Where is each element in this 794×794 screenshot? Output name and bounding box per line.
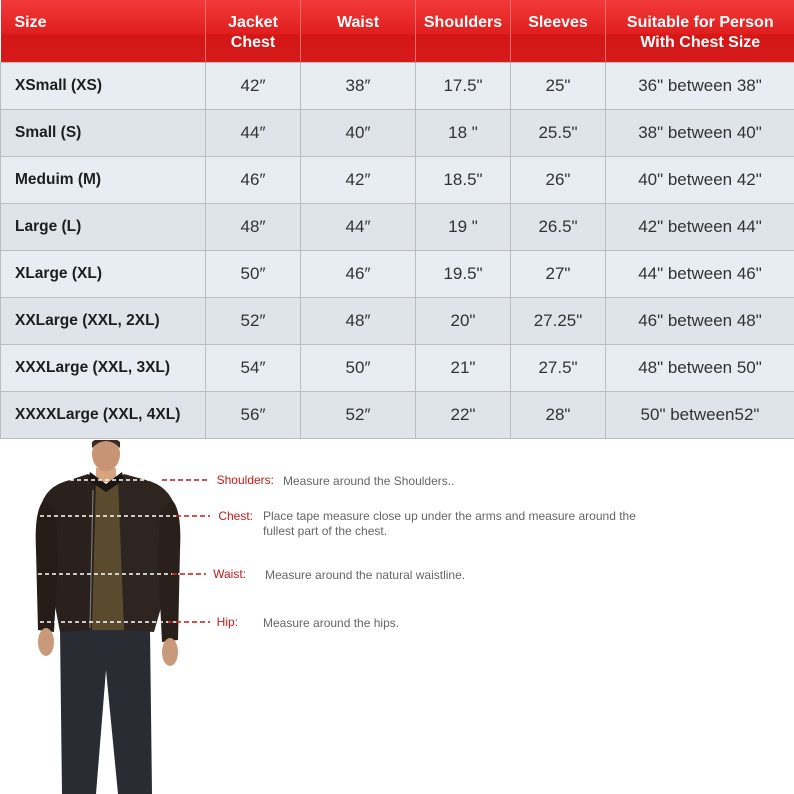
header-size: Size bbox=[1, 0, 206, 63]
left-sleeve-shape bbox=[36, 500, 58, 632]
cell-sleeves: 27" bbox=[511, 251, 606, 298]
table-row bbox=[1, 345, 794, 392]
cell-sleeves: 26" bbox=[511, 157, 606, 204]
cell-jacket-chest: 52″ bbox=[206, 298, 301, 345]
cell-size: Meduim (M) bbox=[1, 157, 206, 204]
table-header-row bbox=[1, 0, 794, 63]
cell-sleeves: 27.5" bbox=[511, 345, 606, 392]
cell-waist: 44″ bbox=[301, 204, 416, 251]
cell-jacket-chest: 46″ bbox=[206, 157, 301, 204]
cell-waist: 46″ bbox=[301, 251, 416, 298]
cell-chest-range: 50" between52" bbox=[606, 392, 794, 439]
waist-label: Waist: bbox=[213, 567, 246, 581]
table-row bbox=[1, 392, 794, 439]
cell-waist: 42″ bbox=[301, 157, 416, 204]
cell-sleeves: 28" bbox=[511, 392, 606, 439]
trousers-shape bbox=[60, 630, 152, 794]
head-shape bbox=[92, 440, 120, 471]
cell-chest-range: 42" between 44" bbox=[606, 204, 794, 251]
cell-size: Small (S) bbox=[1, 110, 206, 157]
cell-shoulders: 22" bbox=[416, 392, 511, 439]
cell-chest-range: 36" between 38" bbox=[606, 63, 794, 110]
cell-chest-range: 44" between 46" bbox=[606, 251, 794, 298]
cell-shoulders: 18 " bbox=[416, 110, 511, 157]
header-sleeves: Sleeves bbox=[511, 0, 606, 63]
cell-waist: 52″ bbox=[301, 392, 416, 439]
table-row bbox=[1, 157, 794, 204]
hip-description: Measure around the hips. bbox=[263, 616, 400, 630]
cell-shoulders: 21" bbox=[416, 345, 511, 392]
header-suitable-chest-size: Suitable for Person With Chest Size bbox=[606, 0, 794, 63]
cell-waist: 38″ bbox=[301, 63, 416, 110]
cell-chest-range: 38" between 40" bbox=[606, 110, 794, 157]
left-hand-shape bbox=[38, 628, 54, 656]
cell-jacket-chest: 56″ bbox=[206, 392, 301, 439]
cell-shoulders: 18.5" bbox=[416, 157, 511, 204]
cell-chest-range: 40" between 42" bbox=[606, 157, 794, 204]
right-hand-shape bbox=[162, 638, 178, 666]
chest-label: Chest: bbox=[218, 509, 253, 523]
cell-chest-range: 46" between 48" bbox=[606, 298, 794, 345]
cell-size: XLarge (XL) bbox=[1, 251, 206, 298]
cell-shoulders: 17.5" bbox=[416, 63, 511, 110]
cell-shoulders: 20" bbox=[416, 298, 511, 345]
cell-jacket-chest: 54″ bbox=[206, 345, 301, 392]
cell-jacket-chest: 42″ bbox=[206, 63, 301, 110]
measurement-guide bbox=[0, 440, 794, 794]
table-row bbox=[1, 204, 794, 251]
header-waist: Waist bbox=[301, 0, 416, 63]
waist-description: Measure around the natural waistline. bbox=[265, 568, 466, 582]
chest-description: Place tape measure close up under the arms and measure around the fullest part of the chest. bbox=[263, 509, 636, 538]
table-row bbox=[1, 251, 794, 298]
shoulders-label: Shoulders: bbox=[216, 473, 274, 487]
cell-sleeves: 25.5" bbox=[511, 110, 606, 157]
cell-waist: 40″ bbox=[301, 110, 416, 157]
cell-sleeves: 25" bbox=[511, 63, 606, 110]
cell-size: XXLarge (XXL, 2XL) bbox=[1, 298, 206, 345]
cell-sleeves: 26.5" bbox=[511, 204, 606, 251]
shoulders-description: Measure around the Shoulders.. bbox=[283, 474, 455, 488]
table-body bbox=[1, 63, 794, 439]
cell-size: Large (L) bbox=[1, 204, 206, 251]
table-row bbox=[1, 63, 794, 110]
cell-jacket-chest: 50″ bbox=[206, 251, 301, 298]
cell-shoulders: 19 " bbox=[416, 204, 511, 251]
cell-chest-range: 48" between 50" bbox=[606, 345, 794, 392]
table-row bbox=[1, 298, 794, 345]
cell-jacket-chest: 48″ bbox=[206, 204, 301, 251]
hip-label: Hip: bbox=[216, 615, 238, 629]
cell-size: XSmall (XS) bbox=[1, 63, 206, 110]
right-sleeve-shape bbox=[158, 500, 180, 642]
cell-waist: 48″ bbox=[301, 298, 416, 345]
cell-sleeves: 27.25" bbox=[511, 298, 606, 345]
cell-size: XXXXLarge (XXL, 4XL) bbox=[1, 392, 206, 439]
header-shoulders: Shoulders bbox=[416, 0, 511, 63]
cell-jacket-chest: 44″ bbox=[206, 110, 301, 157]
cell-shoulders: 19.5" bbox=[416, 251, 511, 298]
header-jacket-chest: Jacket Chest bbox=[206, 0, 301, 63]
cell-waist: 50″ bbox=[301, 345, 416, 392]
cell-size: XXXLarge (XXL, 3XL) bbox=[1, 345, 206, 392]
table-row bbox=[1, 110, 794, 157]
